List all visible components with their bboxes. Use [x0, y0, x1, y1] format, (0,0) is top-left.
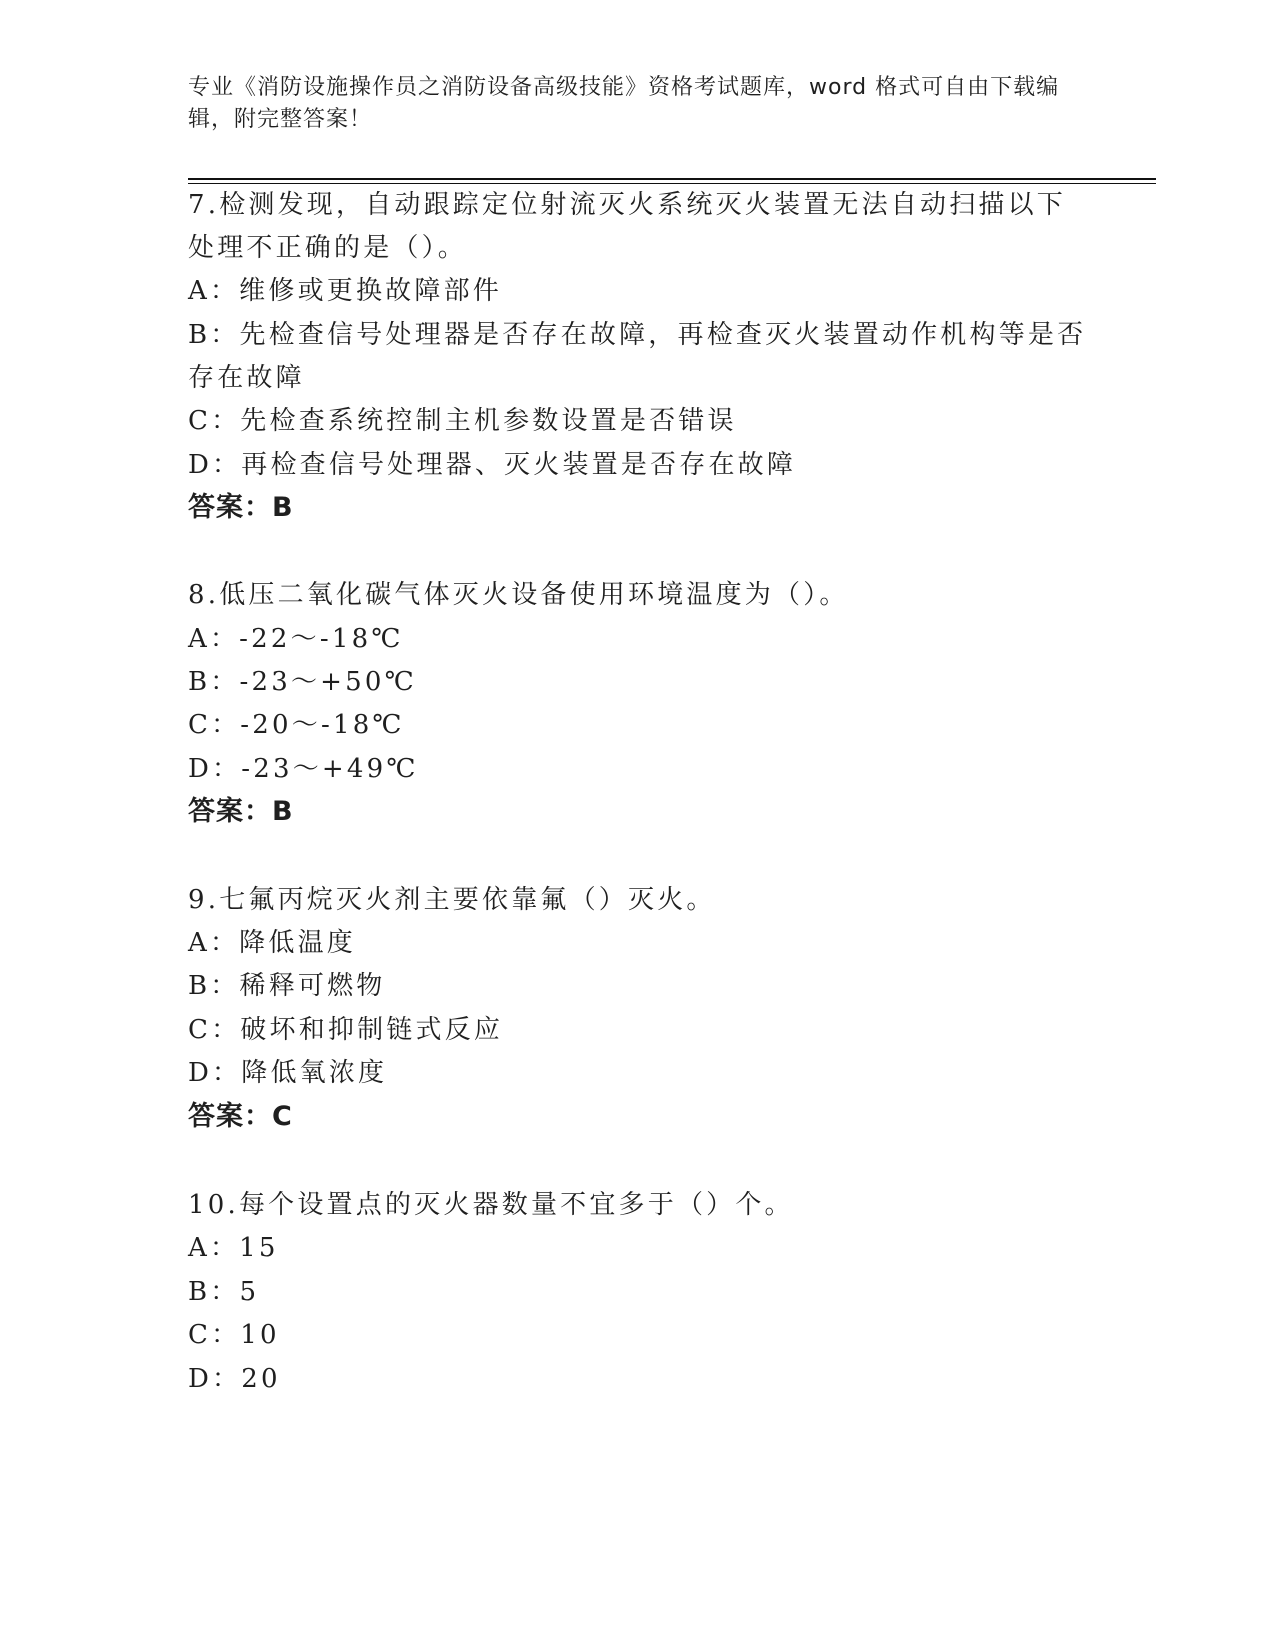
question-7-option-a: A：维修或更换故障部件 — [188, 276, 502, 306]
question-7-line-2: 处理不正确的是（）。 — [188, 233, 468, 263]
question-9-option-a: A：降低温度 — [188, 928, 356, 958]
question-9-option-d: D：降低氧浓度 — [188, 1058, 388, 1088]
question-7-answer: 答案：B — [188, 492, 294, 523]
question-10-line-1: 10.每个设置点的灭火器数量不宜多于（）个。 — [188, 1190, 794, 1220]
question-8-option-c: C：-20～-18℃ — [188, 710, 405, 740]
question-7-option-c: C：先检查系统控制主机参数设置是否错误 — [188, 406, 737, 436]
header-rule-thin — [188, 183, 1156, 184]
question-9-option-c: C：破坏和抑制链式反应 — [188, 1015, 504, 1045]
question-10-option-d: D：20 — [188, 1364, 281, 1394]
question-8-option-b: B：-23～+50℃ — [188, 667, 417, 697]
question-7-option-b-line-1: B：先检查信号处理器是否存在故障，再检查灭火装置动作机构等是否 — [188, 320, 1087, 350]
question-7-option-d: D：再检查信号处理器、灭火装置是否存在故障 — [188, 450, 797, 480]
question-7-line-1: 7.检测发现，自动跟踪定位射流灭火系统灭火装置无法自动扫描以下 — [188, 190, 1067, 220]
question-8-answer: 答案：B — [188, 796, 294, 827]
question-7-option-b-line-2: 存在故障 — [188, 363, 305, 393]
question-10-option-a: A：15 — [188, 1233, 279, 1263]
question-9-option-b: B：稀释可燃物 — [188, 971, 386, 1001]
question-9-answer: 答案：C — [188, 1101, 293, 1132]
question-8-option-a: A：-22～-18℃ — [188, 624, 404, 654]
question-9-line-1: 9.七氟丙烷灭火剂主要依靠氟（）灭火。 — [188, 885, 716, 915]
question-10-option-b: B：5 — [188, 1277, 260, 1307]
question-8-option-d: D：-23～+49℃ — [188, 754, 419, 784]
document-header: 专业《消防设施操作员之消防设备高级技能》资格考试题库，word 格式可自由下载编辑，附完整答案！ — [188, 75, 1060, 132]
question-10-option-c: C：10 — [188, 1320, 280, 1350]
question-8-line-1: 8.低压二氧化碳气体灭火设备使用环境温度为（）。 — [188, 580, 849, 610]
header-rule-thick — [188, 178, 1156, 180]
